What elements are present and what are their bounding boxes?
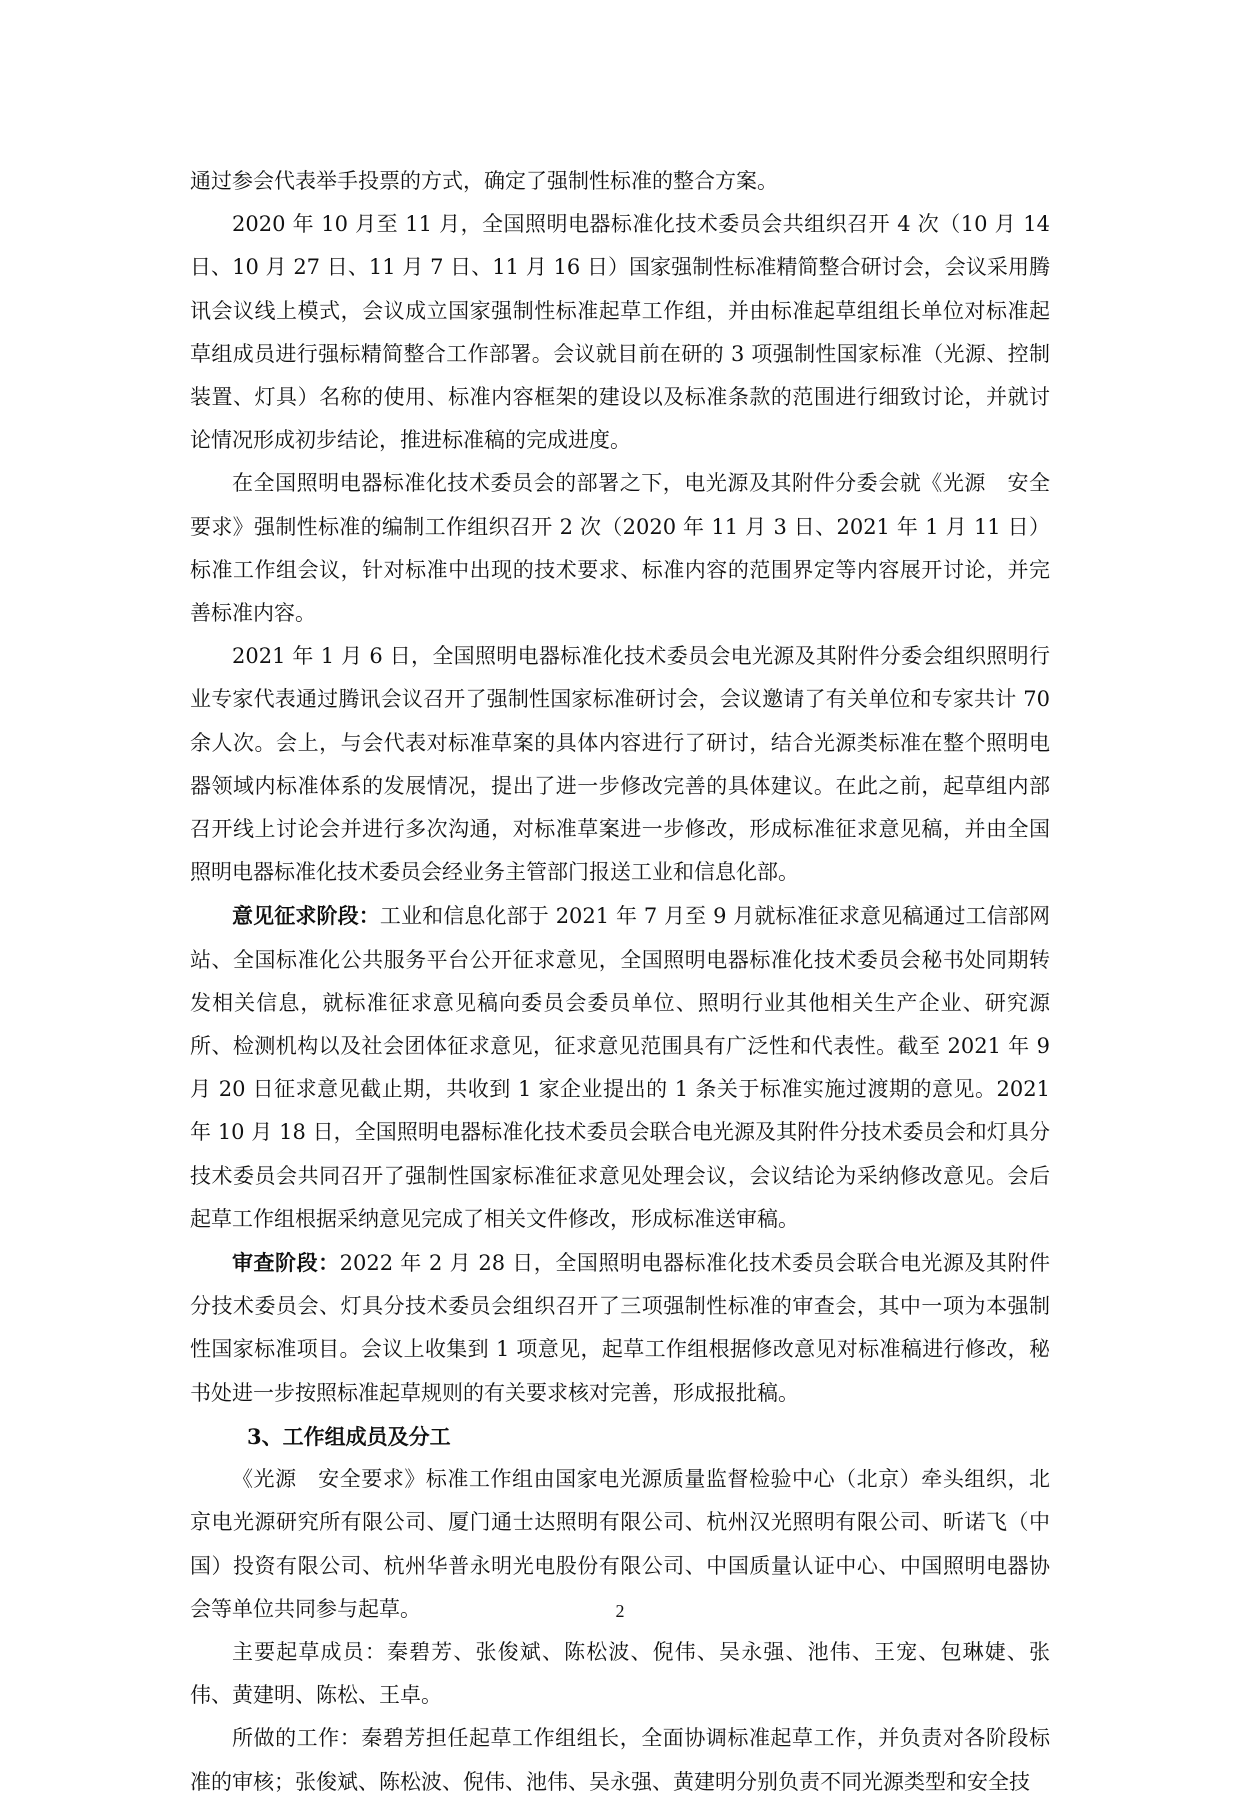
document-body	[190, 160, 1050, 1804]
review-stage-text: 2022 年 2 月 28 日，全国照明电器标准化技术委员会联合电光源及其附件分技术委员会、灯具分技术委员会组织召开了三项强制性标准的审查会，其中一项为本强制性国家标准项目。会议上收集到 1 项意见，起草工作组根据修改意见对标准稿进行修改，秘书处进一步按照标准起草规则的有关要求核对完善，形成报批稿。	[190, 1251, 1050, 1405]
opinion-stage-label: 意见征求阶段：	[232, 903, 380, 929]
paragraph-opinion-stage	[190, 894, 1050, 1241]
paragraph-2: 在全国照明电器标准化技术委员会的部署之下，电光源及其附件分委会就《光源 安全要求》强制性标准的编制工作组织召开 2 次（2020 年 11 月 3 日、2021 年 1 月 11 日）标准工作组会议，针对标准中出现的技术要求、标准内容的范围界定等内容展开讨论，并完善标准内容。	[190, 471, 1050, 626]
paragraph-review-stage	[190, 1241, 1050, 1415]
paragraph-3: 2021 年 1 月 6 日，全国照明电器标准化技术委员会电光源及其附件分委会组织照明行业专家代表通过腾讯会议召开了强制性国家标准研讨会，会议邀请了有关单位和专家共计 70 余人次。会上，与会代表对标准草案的具体内容进行了研讨，结合光源类标准在整个照明电器领域内标准体系的发展情况，提出了进一步修改完善的具体建议。在此之前，起草组内部召开线上讨论会并进行多次沟通，对标准草案进一步修改，形成标准征求意见稿，并由全国照明电器标准化技术委员会经业务主管部门报送工业和信息化部。	[190, 644, 1050, 885]
paragraph-7: 主要起草成员：秦碧芳、张俊斌、陈松波、倪伟、吴永强、池伟、王宠、包琳婕、张伟、黄建明、陈松、王卓。	[190, 1639, 1050, 1708]
paragraph-0: 通过参会代表举手投票的方式，确定了强制性标准的整合方案。	[190, 169, 778, 193]
paragraph-6: 《光源 安全要求》标准工作组由国家电光源质量监督检验中心（北京）牵头组织，北京电光源研究所有限公司、厦门通士达照明有限公司、杭州汉光照明有限公司、昕诺飞（中国）投资有限公司、杭州华普永明光电股份有限公司、中国质量认证中心、中国照明电器协会等单位共同参与起草。	[190, 1467, 1050, 1621]
opinion-stage-text: 工业和信息化部于 2021 年 7 月至 9 月就标准征求意见稿通过工信部网站、全国标准化公共服务平台公开征求意见，全国照明电器标准化技术委员会秘书处同期转发相关信息，就标准征求意见稿向委员会委员单位、照明行业其他相关生产企业、研究源所、检测机构以及社会团体征求意见，征求意见范围具有广泛性和代表性。截至 2021 年 9 月 20 日征求意见截止期，共收到 1 家企业提出的 1 条关于标准实施过渡期的意见。2021 年 10 月 18 日，全国照明电器标准化技术委员会联合电光源及其附件分技术委员会和灯具分技术委员会共同召开了强制性国家标准征求意见处理会议，会议结论为采纳修改意见。会后起草工作组根据采纳意见完成了相关文件修改，形成标准送审稿。	[190, 904, 1051, 1231]
review-stage-label: 审查阶段：	[232, 1250, 340, 1276]
paragraph-8: 所做的工作：秦碧芳担任起草工作组组长，全面协调标准起草工作，并负责对各阶段标准的审核；张俊斌、陈松波、倪伟、池伟、吴永强、黄建明分别负责不同光源类型和安全技	[190, 1726, 1050, 1794]
section-heading-3: 3、工作组成员及分工	[247, 1423, 451, 1449]
page-number: 2	[615, 1601, 625, 1621]
paragraph-1: 2020 年 10 月至 11 月，全国照明电器标准化技术委员会共组织召开 4 次（10 月 14 日、10 月 27 日、11 月 7 日、11 月 16 日）国家强制性标准精简整合研讨会，会议采用腾讯会议线上模式，会议成立国家强制性标准起草工作组，并由标准起草组组长单位对标准起草组成员进行强标精简整合工作部署。会议就目前在研的 3 项强制性国家标准（光源、控制装置、灯具）名称的使用、标准内容框架的建设以及标准条款的范围进行细致讨论，并就讨论情况形成初步结论，推进标准稿的完成进度。	[190, 212, 1050, 453]
